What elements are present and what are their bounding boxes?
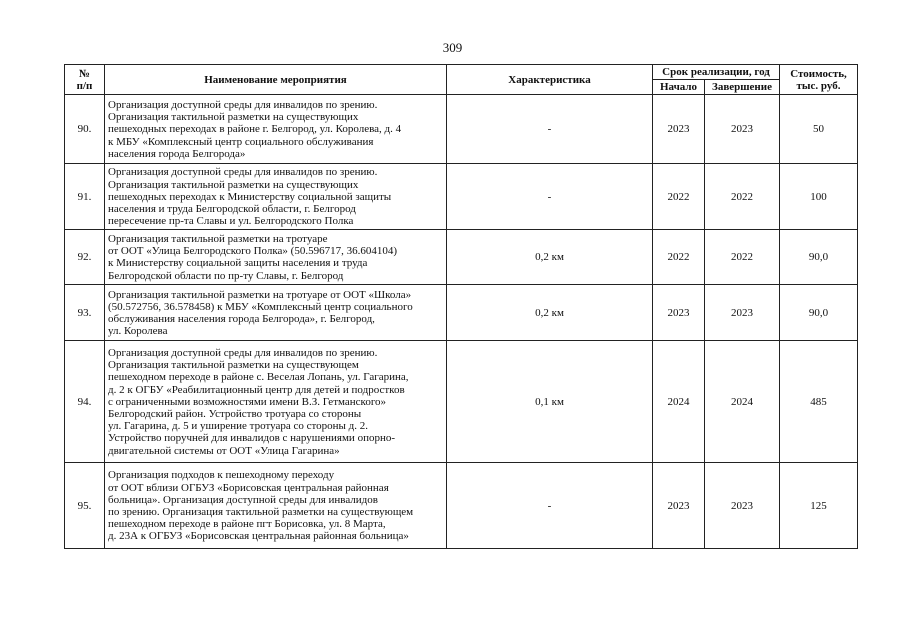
row-end: 2022 [705, 164, 780, 230]
row-num: 94. [65, 341, 105, 463]
row-cost: 485 [780, 341, 858, 463]
row-name: Организация доступной среды для инвалидов по зрению. Организация тактильной разметки на существующих пешеходных переходах к Министерству социальной защиты населения и труда Белгородской области, г. Белгород пересечение пр-та Славы и ул. Белгородского Полка [105, 164, 447, 230]
header-end: Завершение [705, 80, 780, 95]
row-end: 2024 [705, 341, 780, 463]
row-num: 95. [65, 463, 105, 549]
row-num: 93. [65, 285, 105, 341]
header-start: Начало [653, 80, 705, 95]
table-row [65, 341, 858, 463]
table-row [65, 95, 858, 164]
row-name: Организация тактильной разметки на тротуаре от ООТ «Школа» (50.572756, 36.578458) к МБУ «Комплексный центр социального обслуживания населения города Белгорода», г. Белгород, ул. Королева [105, 285, 447, 341]
header-cost: Стоимость, тыс. руб. [780, 65, 858, 95]
table-row [65, 164, 858, 230]
table-row [65, 285, 858, 341]
row-characteristic: 0,2 км [447, 230, 653, 285]
row-start: 2023 [653, 285, 705, 341]
row-cost: 90,0 [780, 285, 858, 341]
row-characteristic: - [447, 463, 653, 549]
row-start: 2023 [653, 463, 705, 549]
row-characteristic: - [447, 95, 653, 164]
row-start: 2022 [653, 230, 705, 285]
table-row [65, 463, 858, 549]
row-end: 2023 [705, 95, 780, 164]
header-name: Наименование мероприятия [105, 65, 447, 95]
row-characteristic: 0,2 км [447, 285, 653, 341]
row-start: 2022 [653, 164, 705, 230]
row-num: 90. [65, 95, 105, 164]
row-cost: 90,0 [780, 230, 858, 285]
row-name: Организация тактильной разметки на тротуаре от ООТ «Улица Белгородского Полка» (50.596717, 36.604104) к Министерству социальной защиты населения и труда Белгородской области по пр-ту Славы, г. Белгород [105, 230, 447, 285]
row-name: Организация подходов к пешеходному переходу от ООТ вблизи ОГБУЗ «Борисовская центральная районная больница». Организация доступной среды для инвалидов по зрению. Организация тактильной разметки на существующем пешеходном переходе в районе пгт Борисовка, ул. 8 Марта, д. 23А к ОГБУЗ «Борисовская центральная районная больница» [105, 463, 447, 549]
row-cost: 50 [780, 95, 858, 164]
row-cost: 100 [780, 164, 858, 230]
header-characteristic: Характеристика [447, 65, 653, 95]
row-end: 2023 [705, 285, 780, 341]
row-end: 2022 [705, 230, 780, 285]
row-end: 2023 [705, 463, 780, 549]
row-name: Организация доступной среды для инвалидов по зрению. Организация тактильной разметки на существующих пешеходных переходах в районе г. Белгород, ул. Королева, д. 4 к МБУ «Комплексный центр социального обслуживания населения города Белгорода» [105, 95, 447, 164]
row-cost: 125 [780, 463, 858, 549]
header-row [65, 65, 858, 80]
row-num: 91. [65, 164, 105, 230]
measures-table [64, 64, 858, 549]
row-start: 2023 [653, 95, 705, 164]
row-characteristic: - [447, 164, 653, 230]
row-num: 92. [65, 230, 105, 285]
page-number: 309 [442, 40, 463, 55]
header-num: № п/п [65, 65, 105, 95]
table-row [65, 230, 858, 285]
row-name: Организация доступной среды для инвалидов по зрению. Организация тактильной разметки на существующем пешеходном переходе в районе с. Веселая Лопань, ул. Гагарина, д. 2 к ОГБУ «Реабилитационный центр для детей и подростков с ограниченными возможностями имени В.З. Гетманского» Белгородский район. Устройство тротуара со стороны ул. Гагарина, д. 5 и уширение тротуара со стороны д. 2. Устройство поручней для инвалидов с нарушениями опорно- двигательной системы от ООТ «Улица Гагарина» [105, 341, 447, 463]
header-period: Срок реализации, год [653, 65, 780, 80]
row-characteristic: 0,1 км [447, 341, 653, 463]
row-start: 2024 [653, 341, 705, 463]
